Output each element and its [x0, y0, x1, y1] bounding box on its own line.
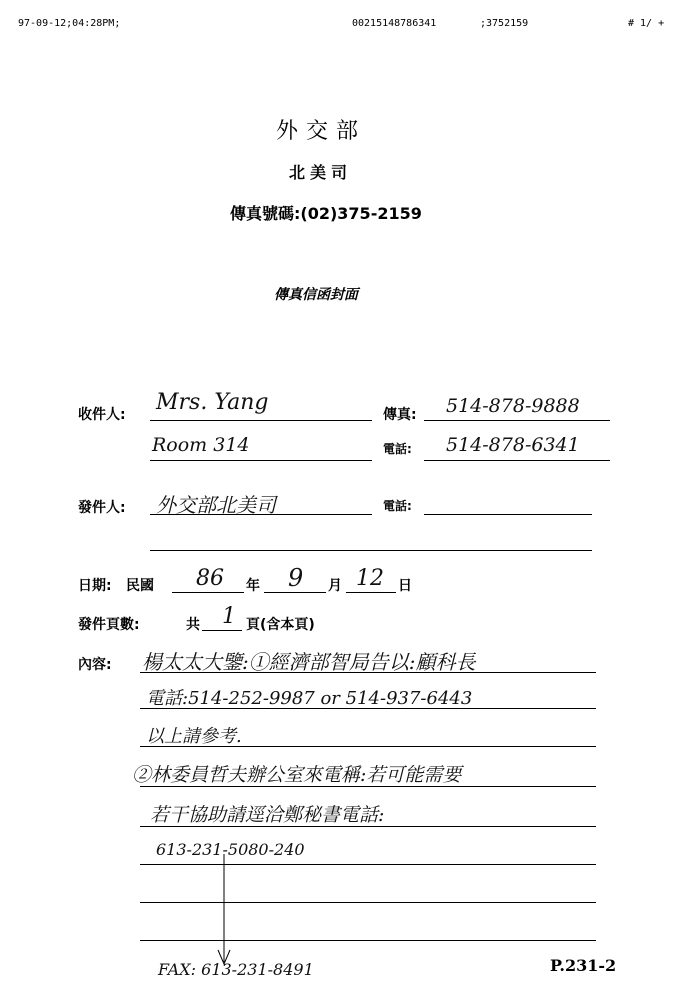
page-number: P.231-2: [550, 956, 617, 975]
date-label: 日期:: [78, 578, 112, 594]
date-year: 86: [196, 566, 224, 591]
date-year-line: [172, 592, 244, 593]
content-label: 內容:: [78, 657, 112, 673]
recipient-label: 收件人:: [78, 407, 126, 423]
date-month-line: [264, 592, 326, 593]
sender-name-line: [150, 514, 372, 515]
form-title: 傳真信函封面: [274, 287, 358, 303]
ministry-title: 外交部: [276, 119, 367, 144]
fax-datetime: 97-09-12;04:28PM;: [18, 18, 121, 29]
recipient-fax-line: [424, 420, 610, 421]
date-day-line: [346, 592, 396, 593]
recipient-phone-label: 電話:: [383, 442, 412, 456]
date-era: 民國: [126, 578, 154, 594]
content-rule: [140, 672, 596, 673]
pages-count: 1: [222, 604, 236, 629]
content-rule: [140, 708, 596, 709]
sender-phone-label: 電話:: [383, 499, 412, 513]
content-line: 電話:514-252-9987 or 514-937-6443: [146, 688, 473, 709]
recipient-name: Mrs. Yang: [156, 390, 269, 415]
fax-receiver-number: ;3752159: [480, 18, 529, 29]
date-day: 12: [356, 566, 384, 591]
pages-label: 發件頁數:: [78, 617, 140, 633]
content-line: 若干協助請逕洽鄭秘書電話:: [150, 804, 385, 826]
content-rule: [140, 786, 596, 787]
sender-label: 發件人:: [78, 500, 126, 516]
arrow-icon: [200, 850, 260, 970]
content-fax-note: FAX: 613-231-8491: [158, 960, 314, 979]
sender-name: 外交部北美司: [156, 493, 276, 517]
recipient-fax-label: 傳真:: [383, 407, 417, 423]
recipient-room-line: [150, 460, 372, 461]
recipient-fax-value: 514-878-9888: [446, 395, 580, 417]
pages-count-line: [202, 630, 242, 631]
pages-prefix: 共: [186, 617, 200, 633]
content-rule: [140, 826, 596, 827]
content-rule: [140, 746, 596, 747]
pages-suffix: 頁(含本頁): [246, 617, 315, 633]
content-line: 楊太太大鑒:①經濟部智局告以:顧科長: [142, 650, 476, 674]
date-month: 9: [288, 564, 304, 592]
content-line: ②林委員哲夫辦公室來電稱:若可能需要: [132, 764, 462, 786]
sender-phone-line: [424, 514, 592, 515]
sender-extra-line: [150, 550, 592, 551]
date-year-unit: 年: [246, 578, 260, 594]
fax-sender-number: 00215148786341: [352, 18, 437, 29]
date-day-unit: 日: [398, 578, 412, 594]
date-month-unit: 月: [328, 578, 342, 594]
division-title: 北美司: [289, 163, 353, 182]
office-fax-number: 傳真號碼:(02)375-2159: [230, 204, 422, 223]
recipient-phone-value: 514-878-6341: [446, 434, 580, 456]
content-line: 613-231-5080-240: [156, 840, 305, 859]
content-line: 以上請參考.: [146, 726, 242, 747]
recipient-room: Room 314: [152, 434, 250, 456]
recipient-name-line: [150, 420, 372, 421]
recipient-phone-line: [424, 460, 610, 461]
fax-page-count: # 1/ +: [628, 18, 665, 29]
